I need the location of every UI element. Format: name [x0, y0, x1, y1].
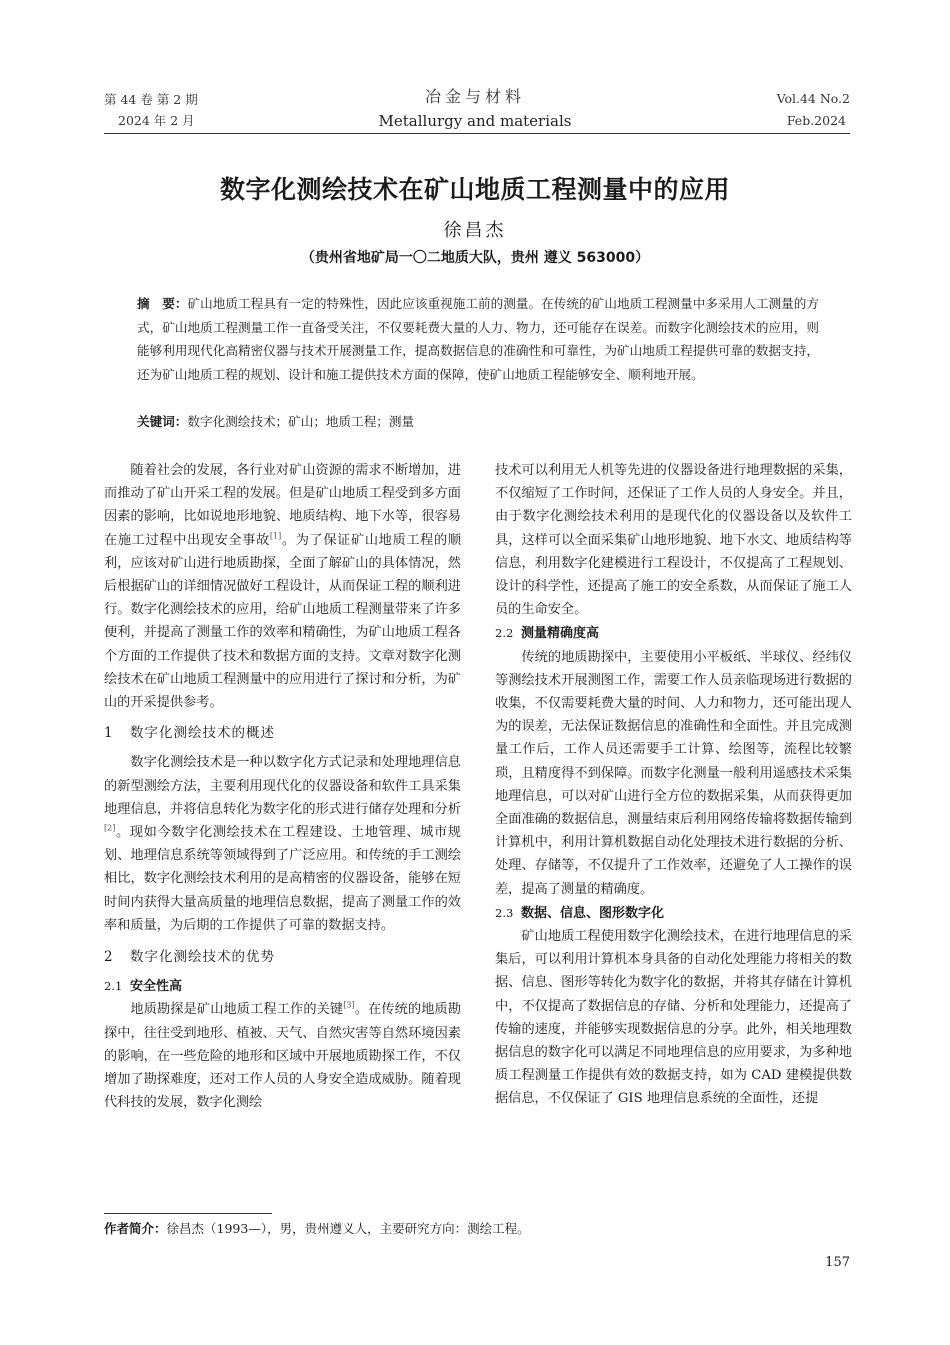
intro-text-1: 随着社会的发展，各行业对矿山资源的需求不断增加，进而推动了矿山开采工程的发展。但是矿山地质工程受到多方面因素的影响，比如说地形地貌、地质结构、地下水等，很容易在施工过程中出现安全事故	[104, 463, 461, 548]
left-column	[104, 459, 461, 1114]
footnote-text: 徐昌杰（1993—），男，贵州遵义人，主要研究方向：测绘工程。	[166, 1221, 530, 1236]
author-name: 徐昌杰	[443, 220, 507, 241]
section-2-1-text-2: 。在传统的地质勘探中，往往受到地形、植被、天气、自然灾害等自然环境因素的影响，在一些危险的地形和区域中开展地质勘探工作，不仅增加了勘探难度，还对工作人员的人身安全造成威胁。随着现代科技的发展，数字化测绘	[104, 1002, 461, 1111]
affiliation: （贵州省地矿局一〇二地质大队，贵州 遵义 563000）	[300, 250, 650, 266]
right-column	[495, 459, 852, 1111]
section-2-3-paragraph: 矿山地质工程使用数字化测绘技术，在进行地理信息的采集后，可以利用计算机本身具备的自动化处理能力将相关的数据、信息、图形等转化为数字化的数据，并将其存储在计算机中，不仅提高了数据信息的存储、分析和处理能力，还提高了传输的速度，并能够实现数据信息的分享。此外，相关地理数据信息的数字化可以满足不同地理信息的应用要求，为多种地质工程测量工作提供有效的数据支持，如为 CAD 建模提供数据信息，不仅保证了 GIS 地理信息系统的全面性，还提	[495, 929, 852, 1107]
ref-3: [3]	[343, 1001, 355, 1011]
intro-text-2: 。为了保证矿山地质工程的顺利，应该对矿山进行地质勘探，全面了解矿山的具体情况，然后根据矿山的详细情况做好工程设计，从而保证工程的顺利进行。数字化测绘技术的应用，给矿山地质工程测量带来了许多便利，并提高了测量工作的效率和精确性，为矿山地质工程各个方面的工作提供了技术和数据方面的支持。文章对数字化测绘技术在矿山地质工程测量中的应用进行了探讨和分析，为矿山的开采提供参考。	[104, 532, 462, 711]
volume-issue-en: Vol.44 No.2	[776, 91, 850, 106]
section-2-1-text-1: 地质勘探是矿山地质工程工作的关键	[130, 1002, 344, 1018]
date-en: Feb.2024	[786, 113, 846, 128]
keywords	[137, 411, 819, 433]
section-1-text-1: 数字化测绘技术是一种以数字化方式记录和处理地理信息的新型测绘方法，主要利用现代化的仪器设备和软件工具采集地理信息，并将信息转化为数字化的形式进行储存处理和分析	[104, 755, 461, 817]
section-2-2-number: 2.2	[495, 626, 514, 641]
section-2-2-title: 测量精确度高	[521, 626, 600, 642]
abstract-label: 摘 要：	[137, 296, 188, 311]
journal-name-cn: 冶金与材料	[424, 87, 525, 106]
section-1-heading	[104, 722, 461, 745]
header-rule	[104, 133, 850, 134]
ref-1: [1]	[269, 531, 282, 541]
paper-title: 数字化测绘技术在矿山地质工程测量中的应用	[219, 175, 730, 204]
section-1-number: 1	[104, 725, 114, 742]
keywords-label: 关键词：	[137, 414, 188, 429]
section-2-3-title: 数据、信息、图形数字化	[521, 905, 665, 921]
keywords-text: 数字化测绘技术；矿山；地质工程；测量	[187, 414, 415, 429]
section-1-title: 数字化测绘技术的概述	[130, 725, 275, 742]
date-cn: 2024 年 2 月	[118, 113, 195, 128]
section-2-1-paragraph	[104, 998, 461, 1114]
section-2-number: 2	[104, 949, 114, 966]
footnote-label: 作者简介：	[104, 1221, 167, 1236]
section-1-paragraph	[104, 751, 461, 937]
volume-issue-cn: 第 44 卷 第 2 期	[104, 92, 198, 107]
section-1-text-2: 。现如今数字化测绘技术在工程建设、土地管理、城市规划、地理信息系统等领域得到了广泛应用。和传统的手工测绘相比，数字化测绘技术利用的是高精密的仪器设备，能够在短时间内获得大量高质量的地理信息数据，提高了测量工作的效率和质量，为后期的工作提供了可靠的数据支持。	[104, 825, 461, 933]
ref-2: [2]	[104, 823, 116, 833]
abstract-text: 矿山地质工程具有一定的特殊性，因此应该重视施工前的测量。在传统的矿山地质工程测量中多采用人工测量的方式，矿山地质工程测量工作一直备受关注，不仅要耗费大量的人力、物力，还可能存在误差。而数字化测绘技术的应用，则能够利用现代化高精密仪器与技术开展测量工作，提高数据信息的准确性和可靠性，为矿山地质工程提供可靠的数据支持，还为矿山地质工程的规划、设计和施工提供技术方面的保障，使矿山地质工程能够安全、顺利地开展。	[137, 296, 820, 382]
section-2-1-title: 安全性高	[130, 979, 183, 995]
section-2-1-heading	[104, 975, 461, 998]
section-2-3-number: 2.3	[495, 905, 514, 920]
journal-name-en: Metallurgy and materials	[378, 112, 572, 130]
section-2-heading	[104, 946, 461, 969]
footnote-rule	[104, 1213, 272, 1214]
section-2-2-heading	[495, 622, 852, 645]
section-2-3-heading	[495, 902, 852, 925]
author-footnote	[104, 1219, 864, 1237]
section-2-title: 数字化测绘技术的优势	[130, 949, 275, 966]
section-2-2-paragraph: 传统的地质勘探中，主要使用小平板纸、半球仪、经纬仪等测绘技术开展测图工作，需要工作人员亲临现场进行数据的收集，不仅需要耗费大量的时间、人力和物力，还可能出现人为的误差，无法保证数据信息的准确性和全面性。并且完成测量工作后，工作人员还需要手工计算、绘图等，流程比较繁琐，且精度得不到保障。而数字化测量一般利用遥感技术采集地理信息，可以对矿山进行全方位的数据采集，从而获得更加全面准确的数据信息，测量结束后利用网络传输将数据传输到计算机中，利用计算机数据自动化处理技术进行数据的分析、处理、存储等，不仅提升了工作效率，还避免了人工操作的误差，提高了测量的精确度。	[495, 649, 852, 897]
intro-paragraph	[104, 459, 461, 714]
abstract	[137, 292, 819, 386]
page-number: 157	[825, 1255, 850, 1270]
section-2-1-continued: 技术可以利用无人机等先进的仪器设备进行地理数据的采集，不仅缩短了工作时间，还保证了工作人员的人身安全。并且，由于数字化测绘技术利用的是现代化的仪器设备以及软件工具，这样可以全面采集矿山地形地貌、地下水文、地质结构等信息，利用数字化建模进行工程设计，不仅提高了工程规划、设计的科学性，还提高了施工的安全系数，从而保证了施工人员的生命安全。	[495, 463, 852, 618]
section-2-1-number: 2.1	[104, 979, 123, 994]
